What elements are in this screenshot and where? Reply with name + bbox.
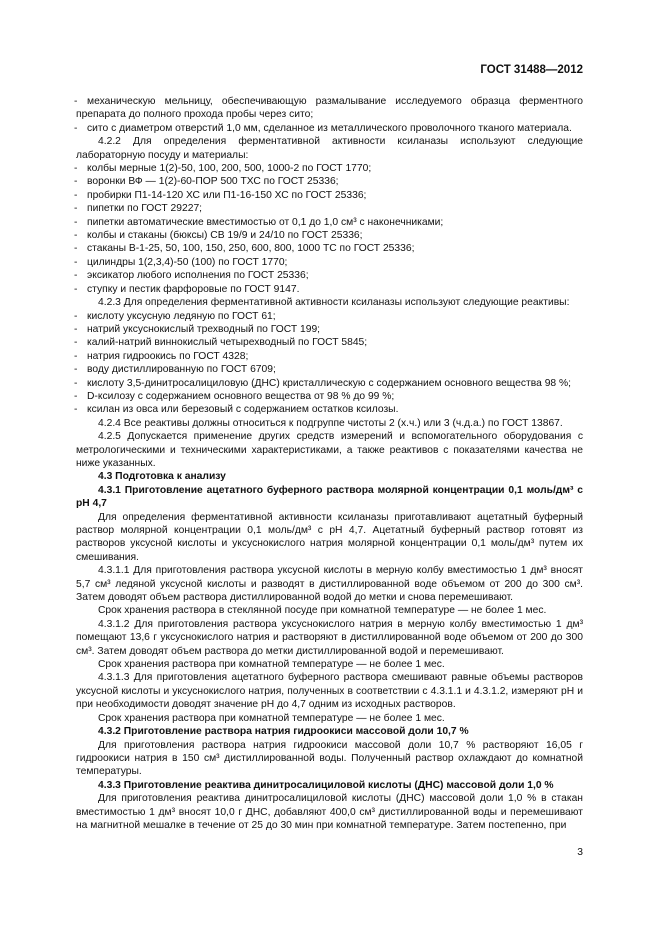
list-dash: -	[74, 390, 78, 402]
list-item-text: пробирки П1-14-120 ХС или П1-16-150 ХС по ГОСТ 25336;	[87, 189, 367, 201]
section-heading: 4.3 Подготовка к анализу	[98, 471, 226, 483]
paragraph: Срок хранения раствора при комнатной температуре — не более 1 мес.	[98, 712, 445, 724]
list-item-text: эксикатор любого исполнения по ГОСТ 25336;	[87, 270, 309, 282]
list-item	[76, 162, 583, 175]
list-dash: -	[74, 270, 78, 282]
list-item	[76, 323, 583, 336]
list-item	[76, 363, 583, 376]
paragraph: 4.3.1.3 Для приготовления ацетатного буферного раствора смешивают равные объемы растворов уксусной кислоты и уксуснокислого натрия, полученных в соответствии с 4.3.1.1 и 4.3.1.2, измеряют pH и при необходимости доводят значение pH до 4,7 одним из исходных растворов.	[76, 672, 583, 711]
list-item	[76, 175, 583, 188]
list-dash: -	[74, 189, 78, 201]
list-item-text: цилиндры 1(2,3,4)-50 (100) по ГОСТ 1770;	[87, 256, 288, 268]
list-dash: -	[74, 176, 78, 188]
list-dash: -	[74, 203, 78, 215]
document-body	[76, 95, 583, 832]
list-dash: -	[74, 364, 78, 376]
paragraph: 4.2.3 Для определения ферментативной активности ксиланазы используют следующие реактивы:	[98, 297, 570, 309]
list-dash: -	[74, 96, 78, 107]
list-item	[76, 95, 583, 122]
list-item-text: кислоту 3,5-динитросалициловую (ДНС) кристаллическую с содержанием основного вещества 98 %;	[87, 377, 572, 389]
list-item-text: механическую мельницу, обеспечивающую размалывание исследуемого образца ферментного препарата до полного прохода пробы через сито;	[76, 96, 583, 121]
list-item-text: кислоту уксусную ледяную по ГОСТ 61;	[87, 310, 276, 322]
list-item-text: натрий уксуснокислый трехводный по ГОСТ 199;	[87, 323, 321, 335]
list-dash: -	[74, 163, 78, 175]
list-item-text: натрия гидроокись по ГОСТ 4328;	[87, 350, 249, 362]
paragraph: Для определения ферментативной активности ксиланазы приготавливают ацетатный буферный раствор молярной концентрации 0,1 моль/дм³ с pH 4,7. Ацетатный буферный раствор готовят из растворов уксусной кислоты и уксуснокислого натрия молярной концентрации 0,1 моль/дм³ путем их смешивания.	[76, 511, 583, 563]
list-dash: -	[74, 350, 78, 362]
list-item-text: пипетки по ГОСТ 29227;	[87, 203, 203, 215]
paragraph: Для приготовления реактива динитросалициловой кислоты (ДНС) массовой доли 1,0 % в стакан вместимостью 1 дм³ вносят 10,0 г ДНС, добавляют 400,0 см³ дистиллированной воды и перемешивают на магнитной мешалке в течение от 25 до 30 мин при комнатной температуре. Затем постепенно, при	[76, 793, 583, 831]
paragraph: Для приготовления раствора натрия гидроокиси массовой доли 10,7 % растворяют 16,05 г гидроокиси натрия в 150 см³ дистиллированной воды. Полученный раствор охлаждают до комнатной температуры.	[76, 739, 583, 778]
list-item-text: ксилан из овса или березовый с содержанием остатков ксилозы.	[87, 404, 399, 416]
section-heading: 4.3.1 Приготовление ацетатного буферного раствора молярной концентрации 0,1 моль/дм³ с pH 4,7	[76, 484, 583, 510]
list-dash: -	[74, 230, 78, 242]
list-item	[76, 390, 583, 403]
document-id: ГОСТ 31488—2012	[480, 64, 583, 76]
list-item-text: ступку и пестик фарфоровые по ГОСТ 9147.	[87, 283, 300, 295]
list-item	[76, 202, 583, 215]
paragraph: Срок хранения раствора в стеклянной посуде при комнатной температуре — не более 1 мес.	[98, 605, 547, 617]
section-heading: 4.3.2 Приготовление раствора натрия гидроокиси массовой доли 10,7 %	[98, 726, 469, 738]
list-dash: -	[74, 216, 78, 228]
list-dash: -	[74, 404, 78, 416]
list-item	[76, 403, 583, 416]
list-item-text: стаканы В-1-25, 50, 100, 150, 250, 600, 800, 1000 ТС по ГОСТ 25336;	[87, 243, 415, 255]
list-item-text: колбы и стаканы (бюксы) СВ 19/9 и 24/10 по ГОСТ 25336;	[87, 230, 363, 242]
page-number: 3	[577, 847, 583, 858]
list-item-text: калий-натрий виннокислый четырехводный по ГОСТ 5845;	[87, 337, 368, 349]
list-item	[76, 242, 583, 255]
list-item	[76, 189, 583, 202]
list-dash: -	[74, 310, 78, 322]
paragraph: 4.2.5 Допускается применение других средств измерений и вспомогательного оборудования с метрологическими и техническими характеристиками, а также реактивов с показателями качества не ниже указанных.	[76, 431, 583, 469]
list-item-text: воронки ВФ — 1(2)-60-ПОР 500 ТХС по ГОСТ 25336;	[87, 176, 339, 188]
list-dash: -	[74, 283, 78, 295]
list-item-text: сито с диаметром отверстий 1,0 мм, сделанное из металлического проволочного тканого материала.	[87, 122, 572, 134]
list-item	[76, 336, 583, 349]
list-item-text: D-ксилозу с содержанием основного вещества от 98 % до 99 %;	[87, 390, 395, 402]
list-item-text: воду дистиллированную по ГОСТ 6709;	[87, 364, 276, 376]
paragraph: 4.3.1.2 Для приготовления раствора уксуснокислого натрия в мерную колбу вместимостью 1 дм³ помещают 13,6 г уксуснокислого натрия и растворяют в дистиллированной воде объемом от 200 до 300 см³. Затем доводят объем раствора до метки дистиллированной водой и перемешивают.	[76, 618, 583, 657]
list-item	[76, 283, 583, 296]
list-item	[76, 310, 583, 323]
list-item	[76, 122, 583, 135]
list-dash: -	[74, 337, 78, 349]
list-item	[76, 229, 583, 242]
paragraph: 4.2.2 Для определения ферментативной активности ксиланазы используют следующие лабораторную посуду и материалы:	[76, 136, 583, 161]
list-item-text: колбы мерные 1(2)-50, 100, 200, 500, 1000-2 по ГОСТ 1770;	[87, 163, 372, 175]
list-item	[76, 377, 583, 390]
paragraph: 4.3.1.1 Для приготовления раствора уксусной кислоты в мерную колбу вместимостью 1 дм³ вносят 5,7 см³ ледяной уксусной кислоты и разводят в дистиллированной воде объемом от 200 до 300 см³. Затем доводят объем раствора дистиллированной водой до метки и снова перемешивают.	[76, 565, 583, 604]
list-dash: -	[74, 377, 78, 389]
list-item	[76, 269, 583, 282]
list-item-text: пипетки автоматические вместимостью от 0,1 до 1,0 см³ с наконечниками;	[87, 216, 444, 228]
paragraph: Срок хранения раствора при комнатной температуре — не более 1 мес.	[98, 659, 445, 671]
list-dash: -	[74, 122, 78, 134]
list-item	[76, 216, 583, 229]
list-dash: -	[74, 243, 78, 255]
paragraph: 4.2.4 Все реактивы должны относиться к подгруппе чистоты 2 (х.ч.) или 3 (ч.д.а.) по ГОСТ 13867.	[98, 417, 563, 429]
list-item	[76, 256, 583, 269]
list-dash: -	[74, 323, 78, 335]
list-dash: -	[74, 256, 78, 268]
list-item	[76, 350, 583, 363]
section-heading: 4.3.3 Приготовление реактива динитросалициловой кислоты (ДНС) массовой доли 1,0 %	[98, 779, 554, 791]
